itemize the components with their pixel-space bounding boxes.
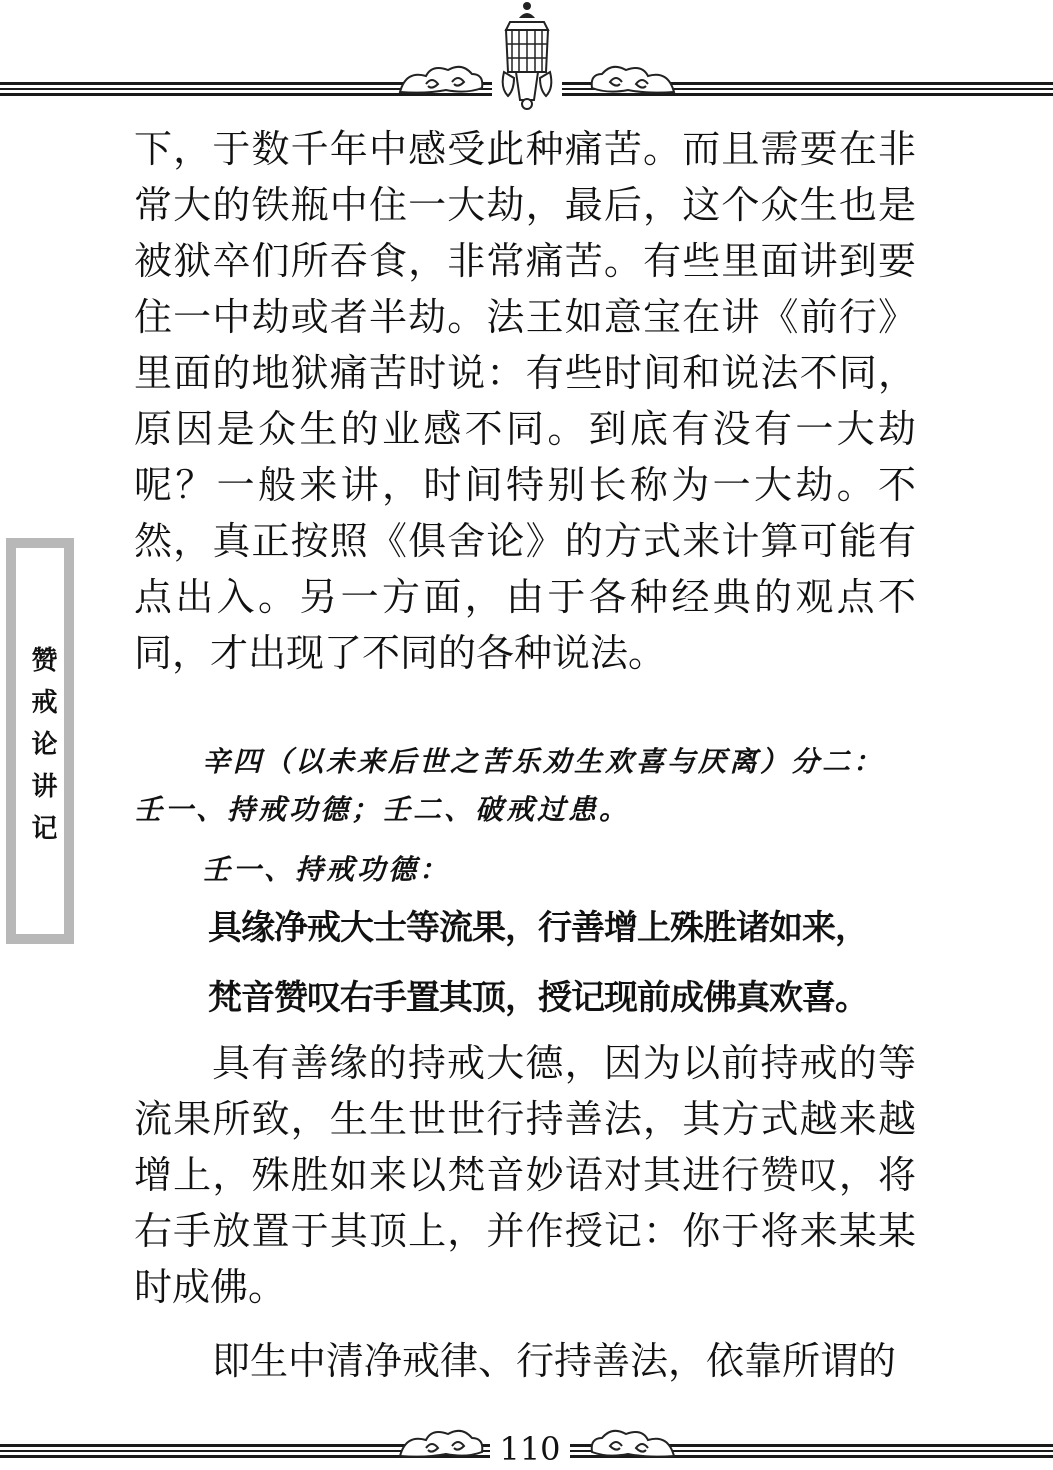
outline-line: 壬一、持戒功德；壬二、破戒过患。	[134, 793, 631, 826]
verse-block	[208, 893, 908, 1033]
outline-line: 辛四（以未来后世之苦乐劝生欢喜与厌离）分二：	[202, 745, 885, 778]
book-title: 赞戒论讲记	[27, 646, 57, 856]
cloud-ornament-icon	[588, 62, 678, 96]
book-title-side-tab	[6, 538, 74, 944]
subheading-block	[134, 846, 916, 894]
paragraph: 即生中清净戒律、行持善法，依靠所谓的	[212, 1339, 897, 1383]
verse-line: 梵音赞叹右手置其顶，授记现前成佛真欢喜。	[208, 978, 868, 1018]
body-text-bottom	[134, 1035, 916, 1389]
victory-banner-emblem-icon	[492, 0, 562, 112]
outline-heading	[134, 738, 916, 834]
cloud-ornament-icon	[396, 62, 486, 96]
cloud-ornament-icon	[396, 1426, 486, 1460]
paragraph: 下，于数千年中感受此种痛苦。而且需要在非常大的铁瓶中住一大劫，最后，这个众生也是被狱卒们所吞食，非常痛苦。有些里面讲到要住一中劫或者半劫。法王如意宝在讲《前行》里面的地狱痛苦时说：有些时间和说法不同，原因是众生的业感不同。到底有没有一大劫呢？一般来讲，时间特别长称为一大劫。不然，真正按照《俱舍论》的方式来计算可能有点出入。另一方面，由于各种经典的观点不同，才出现了不同的各种说法。	[134, 127, 916, 675]
verse-line: 具缘净戒大士等流果，行善增上殊胜诸如来，	[208, 908, 868, 948]
page-number: 110	[490, 1430, 570, 1468]
cloud-ornament-icon	[588, 1426, 678, 1460]
paragraph: 具有善缘的持戒大德，因为以前持戒的等流果所致，生生世世行持善法，其方式越来越增上，殊胜如来以梵音妙语对其进行赞叹，将右手放置于其顶上，并作授记：你于将来某某时成佛。	[134, 1041, 916, 1309]
subheading: 壬一、持戒功德：	[202, 853, 451, 886]
body-text-top	[134, 121, 916, 681]
